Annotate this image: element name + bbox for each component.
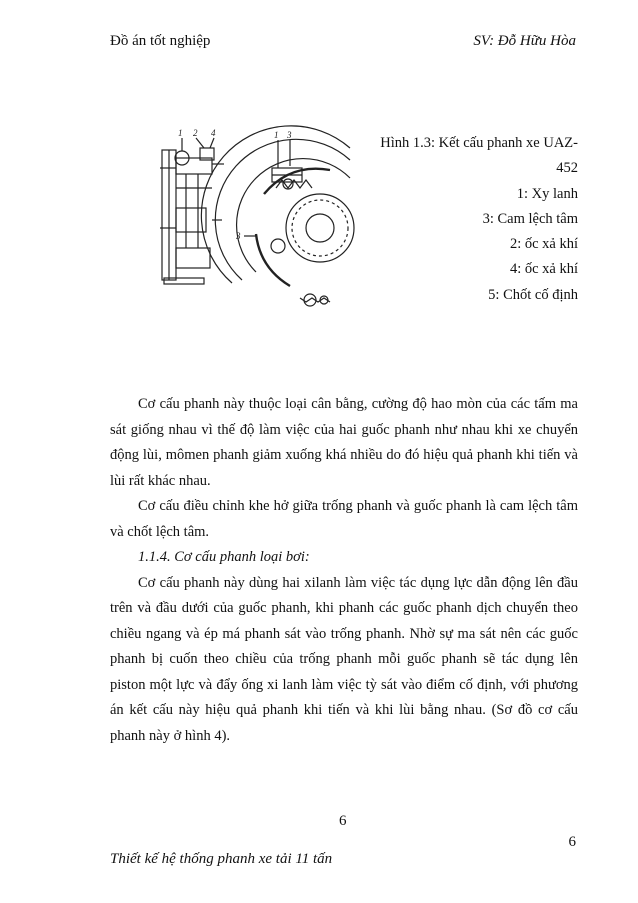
page-number-right: 6 — [568, 834, 576, 850]
header-right: SV: Đỗ Hữu Hòa — [473, 33, 576, 49]
figure-label-1b: 1 — [274, 130, 279, 140]
body-text — [110, 392, 578, 749]
page-number-center: 6 — [339, 813, 347, 829]
figure-label-2: 2 — [193, 128, 198, 138]
figure-label-3: 3 — [287, 130, 292, 140]
caption-line: 1: Xy lanh — [516, 185, 578, 202]
caption-line: Hình 1.3: Kết cấu phanh xe UAZ- — [380, 135, 578, 151]
caption-line: 5: Chốt cố định — [488, 286, 578, 303]
paragraph: Cơ cấu phanh này dùng hai xilanh làm việc tác dụng lực dẫn động lên đầu trên và đầu dưới của guốc phanh, khi phanh các guốc phanh dịch chuyển theo chiều ngang và ép má phanh sát vào trống phanh. Nhờ sự ma sát nên các guốc phanh bị cuốn theo chiều của trống phanh mỗi guốc phanh sẽ tác dụng lên piston một lực và đẩy ống xi lanh làm việc tỳ sát vào điểm cố định, với phương án kết cấu này hiệu quả phanh khi tiến và khi lùi bằng nhau. (Sơ đồ cơ cấu phanh này ở hình 4). — [110, 574, 578, 744]
caption-line: 452 — [556, 160, 578, 177]
figure-label-1: 1 — [178, 128, 183, 138]
figure-caption — [338, 131, 578, 308]
caption-line: 4: ốc xả khí — [509, 261, 578, 278]
figure-label-3b: 3 — [236, 231, 241, 241]
paragraph: Cơ cấu điều chỉnh khe hở giữa trống phanh và guốc phanh là cam lệch tâm và chốt lệch tâm. — [110, 498, 578, 540]
footer-title: Thiết kế hệ thống phanh xe tải 11 tấn — [110, 851, 333, 867]
section-heading: 1.1.4. Cơ cấu phanh loại bơi: — [138, 549, 310, 565]
caption-line: 3: Cam lệch tâm — [482, 210, 578, 227]
figure-label-4: 4 — [211, 128, 216, 138]
paragraph: Cơ cấu phanh này thuộc loại cân bằng, cường độ hao mòn của các tấm ma sát giống nhau vì thế độ làm việc của hai guốc phanh như nhau khi xe chuyển động lùi, mômen phanh giảm xuống khá nhiều do đó hiệu quả phanh khi tiến và lùi rất khác nhau. — [110, 396, 578, 489]
caption-line: 2: ốc xả khí — [509, 236, 578, 253]
brake-drawing-figure — [160, 108, 360, 358]
header-left: Đồ án tốt nghiệp — [110, 33, 211, 49]
